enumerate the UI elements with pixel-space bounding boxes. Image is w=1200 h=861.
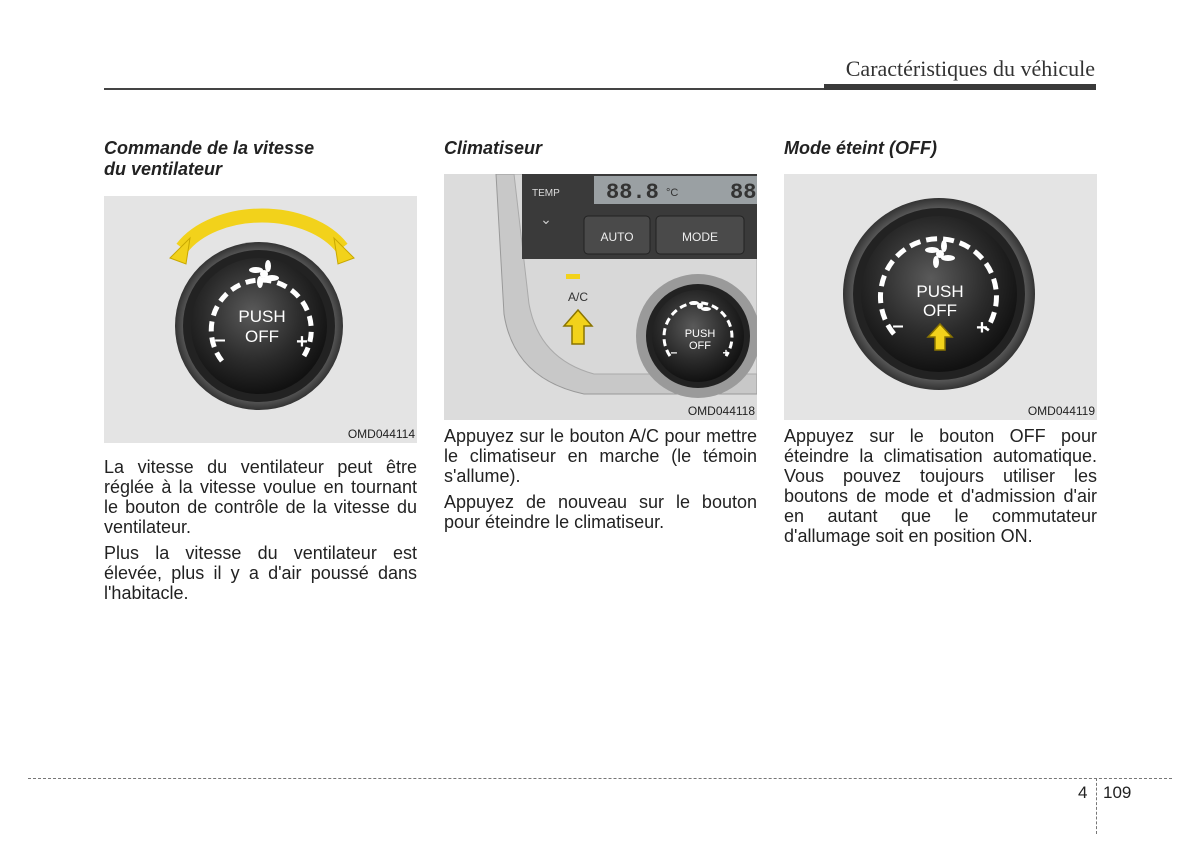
ac-indicator-light (566, 274, 580, 279)
lcd-temp-left: 88.8 (606, 180, 659, 205)
knob-plus-label: + (722, 346, 730, 360)
section-body (104, 457, 417, 603)
running-header: Caractéristiques du véhicule (845, 56, 1095, 81)
chapter-number: 4 (1078, 783, 1088, 802)
footer-divider (1096, 778, 1097, 834)
lcd-temp-right: 88 (730, 180, 757, 205)
figure-code: OMD044114 (347, 427, 415, 441)
paragraph: La vitesse du ventilateur peut être réglée à la vitesse voulue en tournant le bouton de contrôle de la vitesse du ventilateur. (104, 457, 417, 537)
footer-rule (28, 778, 1172, 779)
knob-off-label: OFF (689, 340, 711, 352)
knob-push-label: PUSH (684, 328, 716, 340)
knob-minus-label: – (670, 345, 678, 359)
section-fan-speed (104, 138, 417, 609)
section-heading: Mode éteint (OFF) (784, 138, 937, 158)
section-off-mode (784, 138, 1097, 552)
knob-off-label: OFF (923, 301, 957, 320)
knob-plus-label: + (296, 331, 308, 353)
figure-code: OMD044119 (1027, 404, 1095, 418)
knob-off-label: OFF (245, 327, 279, 346)
knob-push-label: PUSH (238, 307, 286, 326)
header-rule-accent (824, 84, 1096, 90)
figure-off-knob (784, 174, 1097, 420)
section-heading: Commande de la vitesse du ventilateur (104, 138, 315, 179)
knob-push-label: PUSH (916, 282, 964, 301)
temp-label: TEMP (532, 188, 560, 199)
section-body (784, 426, 1097, 546)
figure-ac-panel (444, 174, 757, 420)
ac-label: A/C (567, 290, 589, 304)
section-body (444, 426, 757, 532)
section-heading: Climatiseur (444, 138, 543, 158)
lcd-unit: °C (666, 187, 679, 199)
fan-knob-illustration (104, 196, 417, 443)
mode-label: MODE (682, 230, 718, 244)
knob-minus-label: – (214, 329, 226, 351)
knob-plus-label: + (976, 317, 988, 339)
ac-panel-illustration (444, 174, 757, 420)
paragraph: Appuyez de nouveau sur le bouton pour éteindre le climatiseur. (444, 492, 757, 532)
figure-fan-speed-knob (104, 196, 417, 443)
paragraph: Appuyez sur le bouton A/C pour mettre le climatiseur en marche (le témoin s'allume). (444, 426, 757, 486)
knob-minus-label: – (892, 315, 904, 337)
chevron-down-icon: ⌄ (540, 211, 552, 227)
auto-label: AUTO (600, 230, 634, 244)
section-air-conditioner (444, 138, 757, 538)
paragraph: Plus la vitesse du ventilateur est élevée, plus il y a d'air poussé dans l'habitacle. (104, 543, 417, 603)
figure-code: OMD044118 (687, 404, 755, 418)
paragraph: Appuyez sur le bouton OFF pour éteindre la climatisation automatique. Vous pouvez toujours utiliser les boutons de mode et d'admission d'air en autant que le commutateur d'allumage soit en position ON. (784, 426, 1097, 546)
off-knob-illustration (784, 174, 1097, 420)
page-number: 109 (1103, 783, 1132, 802)
